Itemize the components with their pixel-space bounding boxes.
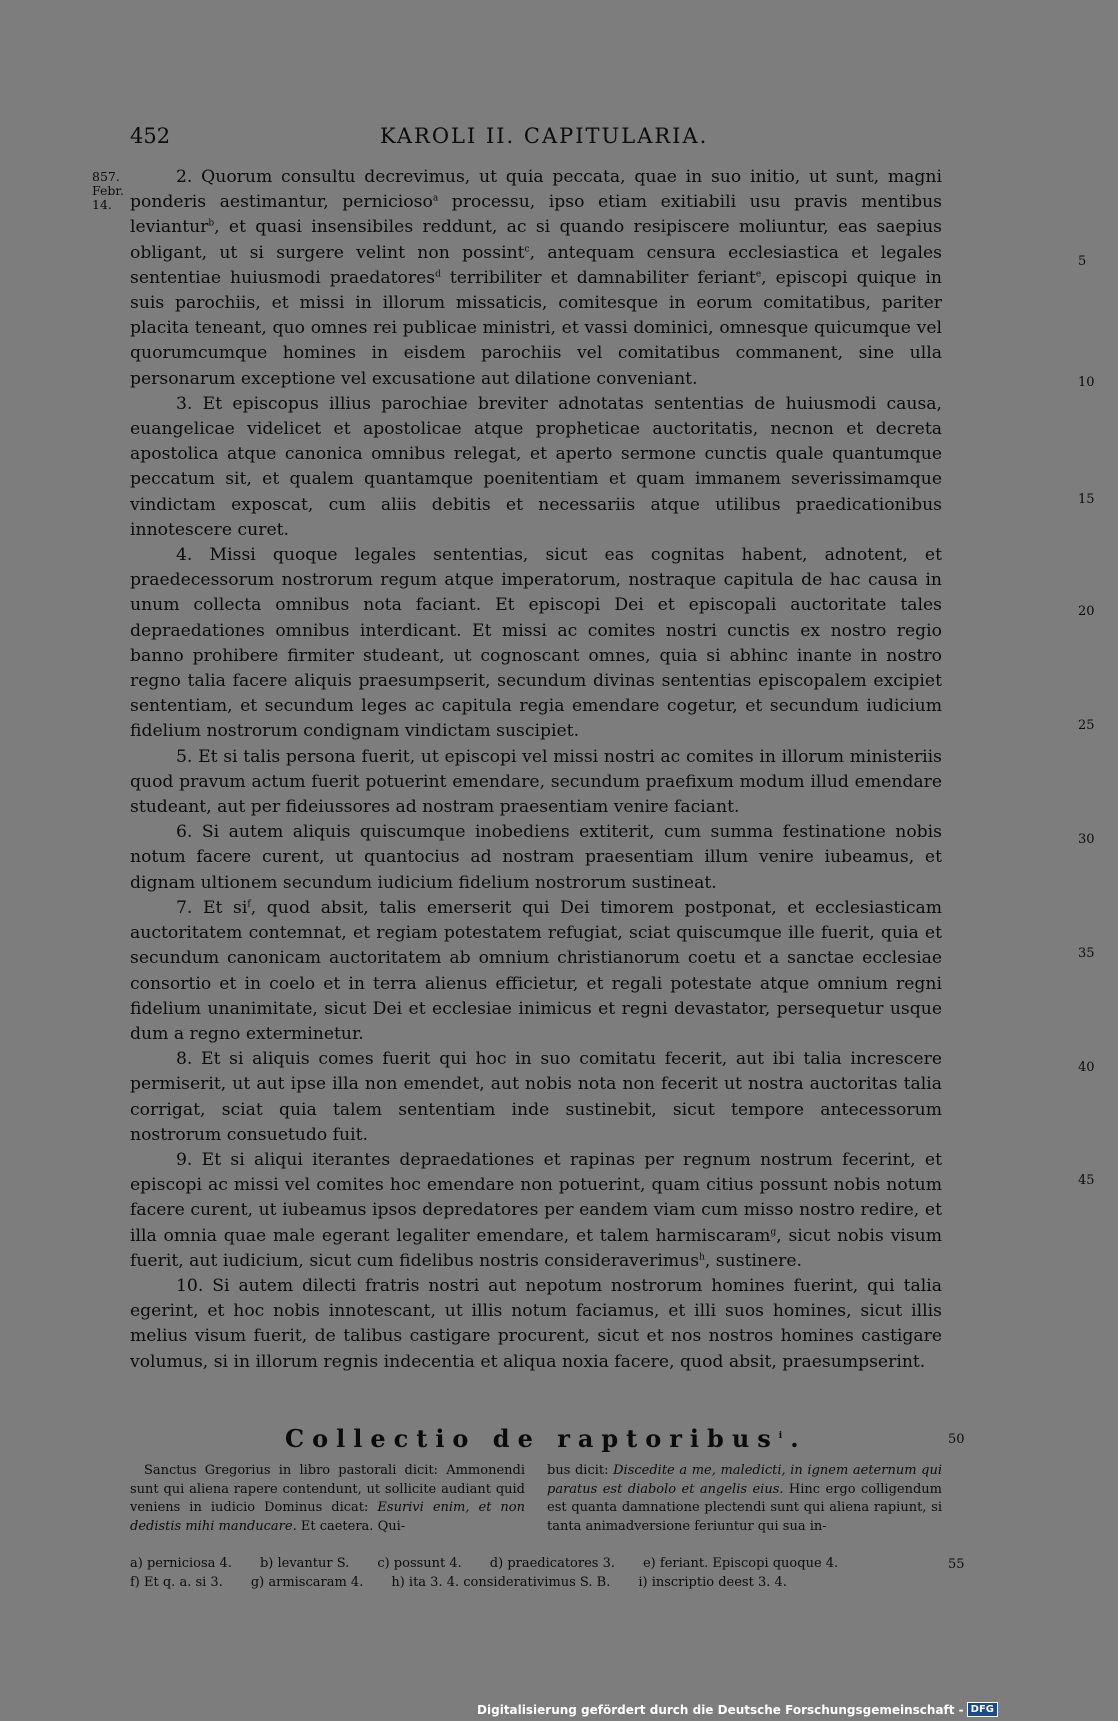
paragraph-text: 10. Si autem dilecti fratris nostri aut nepotum nostrorum homines fuerint, qui talia egerint, et hoc nobis innotescant, ut illis notum faciamus, et illi suos homines, sicut illis melius visum fuerit, de talibus castigare procurent, sicut et nos nostros homines castigare volumus, si in illorum regnis indecentia et aliqua noxia facere, quod absit, praesumpserint. [130,1275,942,1372]
right-column [547,1462,942,1536]
line-number: 50 [948,1432,965,1447]
paragraph-p6 [130,820,942,896]
paragraph-text: , sicut nobis visum fuerit, aut iudicium, sicut cum fidelibus nostris consideraverimus [130,1225,943,1271]
page-header [130,124,960,152]
footnote-marker: d [435,269,441,280]
margin-day: 14. [92,197,112,212]
paragraph-text: 7. Et si [176,897,248,918]
paragraph-p2 [130,165,942,392]
footnote-item: g) armiscaram 4. [250,1575,364,1590]
line-number: 35 [1078,946,1095,961]
footnote-item: c) possunt 4. [377,1556,462,1571]
footnote-marker: e [755,269,762,280]
footnote-item: b) levantur S. [259,1556,350,1571]
section-title: Collectio de raptoribus$^i$. [285,1424,807,1453]
footnote-item: a) perniciosa 4. [130,1556,232,1571]
main-text [130,165,1095,1375]
line-number: 45 [1078,1173,1095,1188]
footnote-marker: g [770,1226,777,1237]
footnote-marker: h [699,1252,705,1262]
paragraph-p7 [130,896,942,1047]
margin-year: 857. [92,169,120,184]
paragraph-text: processu, ipso etiam exitiabili usu pravis mentibus leviantur [130,192,942,238]
quotation-text: Esurivi enim, et non dedistis mihi manducare. [130,1500,525,1534]
line-number: 5 [1078,254,1087,269]
line-number: 25 [1078,718,1095,733]
footnote-item: i) inscriptio deest 3. 4. [638,1575,787,1590]
paragraph-text: terribiliter et damnabiliter feriant [440,267,756,288]
footnote-item: f) Et q. a. si 3. [130,1575,223,1590]
paragraph-p3 [130,392,942,543]
paragraph-text: , quod absit, talis emerserit qui Dei timorem postponat, et ecclesiasticam auctoritatem contemnat, et regiam potestatem refugiat, sciat quiscumque ille fuerit, quia et secundum canonicam auctoritatem ab omnium christianorum coetu et a sanctae ecclesiae consortio et in coelo et in terra alienus efficietur, et regali potestate atque omnium regni fidelium unanimitate, sicut Dei et ecclesiae inimicus et regni devastator, persequetur usque dum a regno exterminetur. [130,897,942,1044]
line-number: 20 [1078,604,1095,619]
paragraph-p9 [130,1148,942,1274]
paragraph-p10 [130,1274,942,1375]
paragraph-p5 [130,745,942,821]
paragraph-p8 [130,1047,942,1148]
column-text: bus dicit: [547,1463,614,1478]
footnote-item: e) feriant. Episcopi quoque 4. [642,1556,839,1571]
paragraph-text: 4. Missi quoque legales sententias, sicut eas cognitas habent, adnotent, et praedecessorum nostrorum regum atque imperatorum, nostraque capitula de hac causa in unum collecta omnibus nota faciant. Et episcopi Dei et episcopali auctoritate tales depraedationes omnibus interdicant. Et missi ac comites nostri cunctis ex nostro regio banno prohibere firmiter studeant, ut cognoscant omnes, quia si abhinc inante in nostro regno talia facere aliquis praesumpserit, secundum divinas sententias episcopalem excipiet sententiam, et secundum leges ac capitula regia emendare cogetur, et secundum iudicium fidelium nostrorum condignam vindictam suscipiet. [130,545,942,742]
margin-month: Febr. [92,183,124,198]
footnote-marker: f [247,899,251,910]
quotation-text: Discedite a me, maledicti, in ignem aeternum qui paratus est diabolo et angelis eius. [547,1463,942,1497]
column-text: Et caetera. Qui- [296,1518,406,1534]
line-number: 30 [1078,832,1095,847]
line-number: 40 [1078,1060,1095,1075]
footnote-marker: b [208,218,215,229]
credit-text: Digitalisierung gefördert durch die Deutsche Forschungsgemeinschaft - [477,1702,964,1717]
line-number: 10 [1078,375,1095,390]
footnote-item: h) ita 3. 4. considerativimus S. B. [391,1575,611,1590]
paragraph-text: 8. Et si aliquis comes fuerit qui hoc in suo comitatu fecerit, aut ibi talia increscere permiserit, ut aut ipse illa non emendet, aut nobis nota non fecerit ut nostra auctoritas talia corrigat, sciat quia talem sententiam inde sustinebit, sicut tempore antecessorum nostrorum consuetudo fuit. [130,1049,942,1145]
section-title-note: i [778,1431,791,1441]
footnote-marker: c [524,243,530,254]
left-column [130,1462,525,1536]
paragraph-text: 9. Et si aliqui iterantes depraedationes et rapinas per regnum nostrum fecerint, et episcopi ac missi vel comites hoc emendare non potuerint, quam citius possunt nobis notum facere curent, ut iubeamus ipsos depredatores per eandem viam cum misso nostro redire, et illa omnia quae male egerant legaliter emendare, et talem harmiscaram [130,1149,942,1246]
running-head: KAROLI II. CAPITULARIA. [380,124,709,148]
column-paragraph [130,1462,525,1536]
digitization-credit [477,1702,998,1717]
paragraph-text: , et quasi insensibiles reddunt, ac si quando resipiscere moliuntur, eas saepius obligant, ut si surgere velint non possint [130,217,942,263]
column-paragraph [547,1462,942,1536]
paragraph-text: 2. Quorum consultu decrevimus, ut quia peccata, quae in suo initio, ut sunt, magni ponderis aestimantur, pernicioso [130,167,942,213]
column-text: Sanctus Gregorius in libro pastorali dicit: Ammonendi sunt qui aliena rapere contendunt, ut sollicite audiant quid veniens in iudicio Dominus dicat: [130,1463,525,1515]
paragraph-p4 [130,543,942,745]
page-number: 452 [130,124,171,148]
paragraph-text: 6. Si autem aliquis quiscumque inobediens extiterit, cum summa festinatione nobis notum facere curent, ut quantocius ad nostram praesentiam illum venire iubeamus, et dignam ultionem secundum iudicium fidelium nostrorum sustineat. [130,822,942,893]
footnotes [130,1554,942,1592]
dfg-logo: DFG [967,1702,998,1717]
line-number: 15 [1078,492,1095,507]
paragraph-text: 3. Et episcopus illius parochiae breviter adnotatas sententias de huiusmodi causa, euangelicae videlicet et apostolicae atque propheticae auctoritatis, necnon et decreta apostolica atque canonica omnibus relegat, et aperto sermone cunctis quale quantumque peccatum sit, et qualem quantamque poenitentiam et quam immanem severissimamque vindictam exposcat, cum aliis debitis et necessariis atque utilibus praedicationibus innotescere curet. [130,393,942,540]
line-number: 55 [948,1557,965,1572]
two-column-text [130,1462,942,1536]
column-text: Hinc ergo colligendum est quanta damnatione plectendi sunt qui aliena rapiunt, si tanta animadversione feriuntur qui sua in- [547,1481,942,1534]
paragraph-text: , episcopi quique in suis parochiis, et missi in illorum missaticis, comitesque in eorum comitatibus, pariter placita teneant, quo omnes rei publicae ministri, et vassi dominici, omnesque quicumque vel quorumcumque homines in eisdem parochiis vel comitatibus commanent, sine ulla personarum exceptione vel excusatione aut dilatione conveniant. [130,267,942,389]
paragraph-text: , sustinere. [704,1250,803,1271]
paragraph-text: 5. Et si talis persona fuerit, ut episcopi vel missi nostri ac comites in illorum ministeriis quod pravum actum fuerit potuerint emendare, secundum praefixum modum illud emendare studeant, aut per fideiussores ad nostram praesentiam venire faciant. [130,746,942,818]
section-title-text: Collectio de raptoribus [285,1424,779,1453]
footnote-item: d) praedicatores 3. [489,1556,615,1571]
paragraph-text: , antequam censura ecclesiastica et legales sententiae huiusmodi praedatores [130,242,942,288]
footnote-marker: a [432,193,439,204]
